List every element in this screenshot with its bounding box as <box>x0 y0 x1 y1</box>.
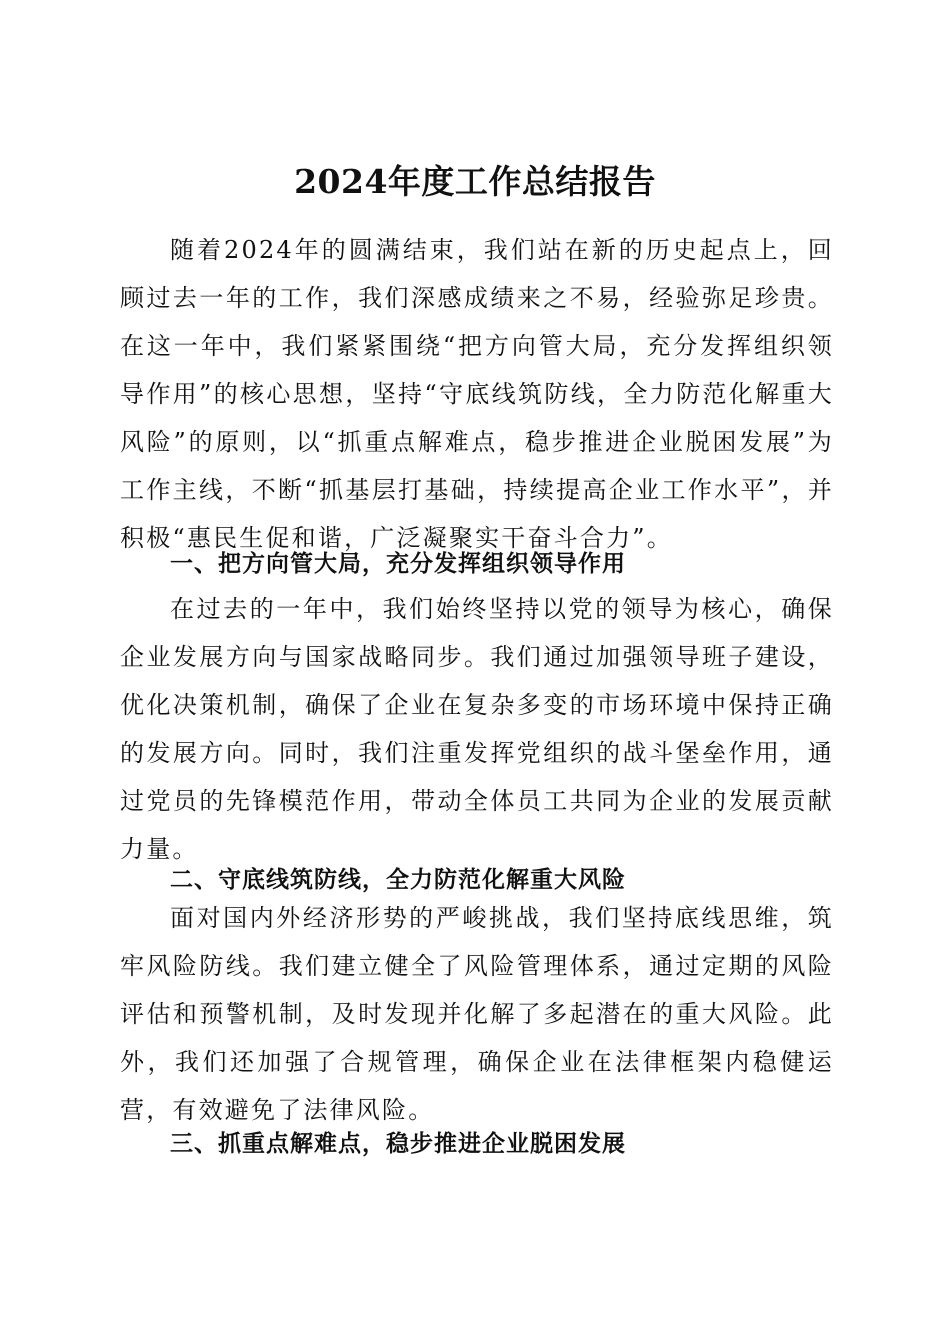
section-heading-2: 二、守底线筑防线，全力防范化解重大风险 <box>170 867 626 893</box>
section-paragraph-1: 在过去的一年中，我们始终坚持以党的领导为核心，确保企业发展方向与国家战略同步。我们通过加强领导班子建设，优化决策机制，确保了企业在复杂多变的市场环境中保持正确的发展方向。同时，我们注重发挥党组织的战斗堡垒作用，通过党员的先锋模范作用，带动全体员工共同为企业的发展贡献力量。 <box>120 595 834 863</box>
section-paragraph-2: 面对国内外经济形势的严峻挑战，我们坚持底线思维，筑牢风险防线。我们建立健全了风险管理体系，通过定期的风险评估和预警机制，及时发现并化解了多起潜在的重大风险。此外，我们还加强了合规管理，确保企业在法律框架内稳健运营，有效避免了法律风险。 <box>120 904 834 1124</box>
document-title: 2024年度工作总结报告 <box>294 162 656 202</box>
intro-paragraph: 随着2024年的圆满结束，我们站在新的历史起点上，回顾过去一年的工作，我们深感成绩来之不易，经验弥足珍贵。在这一年中，我们紧紧围绕“把方向管大局，充分发挥组织领导作用”的核心思想，坚持“守底线筑防线，全力防范化解重大风险”的原则，以“抓重点解难点，稳步推进企业脱困发展”为工作主线，不断“抓基层打基础，持续提高企业工作水平”，并积极“惠民生促和谐，广泛凝聚实干奋斗合力”。 <box>120 236 834 552</box>
section-heading-1: 一、把方向管大局，充分发挥组织领导作用 <box>170 551 626 577</box>
section-heading-3: 三、抓重点解难点，稳步推进企业脱困发展 <box>170 1131 626 1157</box>
